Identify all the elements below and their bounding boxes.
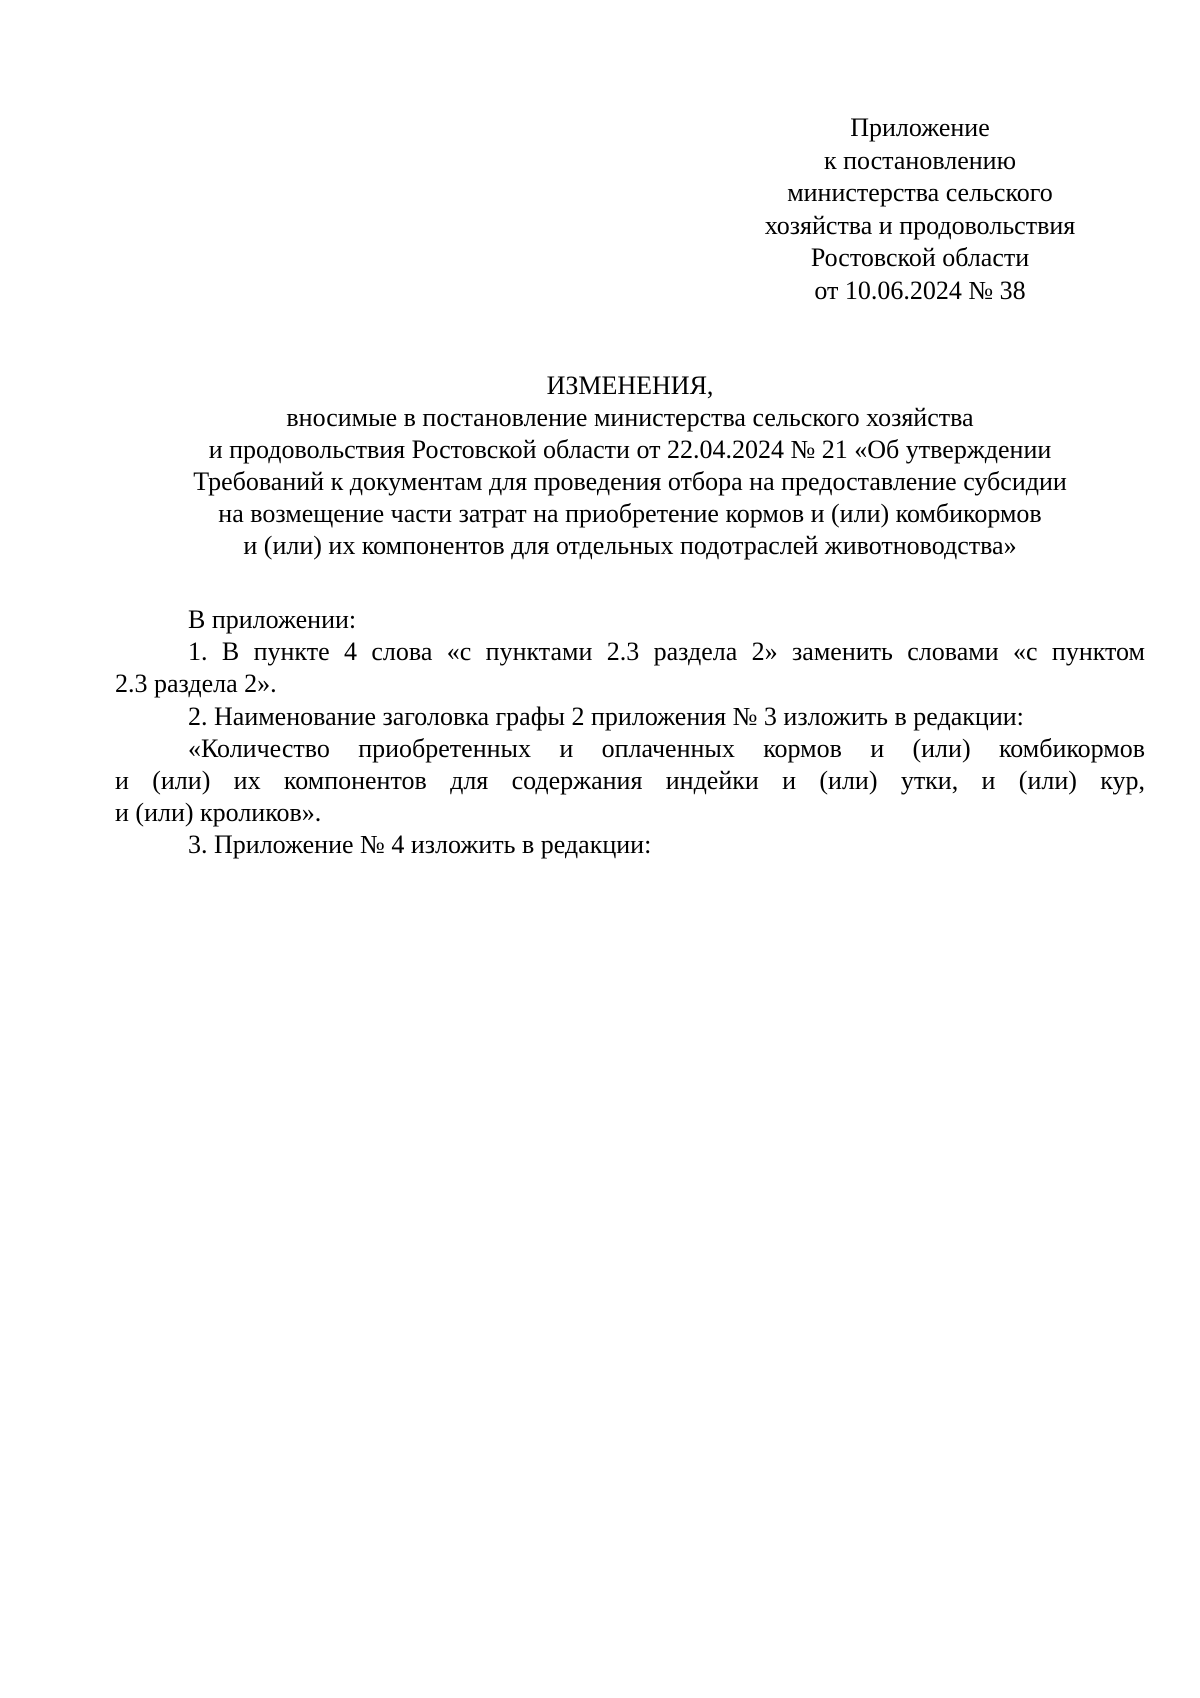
title-line: вносимые в постановление министерства сельского хозяйства [286,403,974,432]
document-body [115,604,1145,862]
appendix-line: Ростовской области [810,243,1030,272]
appendix-line: Приложение [850,113,990,142]
title-heading: ИЗМЕНЕНИЯ, [546,371,714,400]
intro-paragraph: В приложении: [188,605,357,634]
appendix-line: министерства сельского [787,178,1053,207]
appendix-line: хозяйства и продовольствия [764,210,1076,240]
title-line: на возмещение части затрат на приобретение кормов и (или) комбикормов [218,499,1042,528]
item-3-paragraph: 3. Приложение № 4 изложить в редакции: [188,830,652,860]
item-1-line-1: 1. В пункте 4 слова «с пунктами 2.3 раздела 2» заменить словами «с пунктом [188,637,1145,667]
quote-line-1: «Количество приобретенных и оплаченных кормов и (или) комбикормов [188,733,1145,763]
title-line: и (или) их компонентов для отдельных подотраслей животноводства» [243,531,1017,560]
title-line: Требований к документам для проведения отбора на предоставление субсидии [193,467,1067,496]
item-2-paragraph: 2. Наименование заголовка графы 2 приложения № 3 изложить в редакции: [188,701,1024,731]
item-1-line-2: 2.3 раздела 2». [115,669,277,699]
quote-line-2: и (или) их компонентов для содержания индейки и (или) утки, и (или) кур, [115,766,1145,796]
quote-line-3: и (или) кроликов». [115,798,322,828]
appendix-line: от 10.06.2024 № 38 [814,275,1026,305]
appendix-header [660,112,1180,307]
document-title [115,370,1145,562]
title-line: и продовольствия Ростовской области от 22.04.2024 № 21 «Об утверждении [208,435,1052,464]
appendix-line: к постановлению [823,145,1017,175]
